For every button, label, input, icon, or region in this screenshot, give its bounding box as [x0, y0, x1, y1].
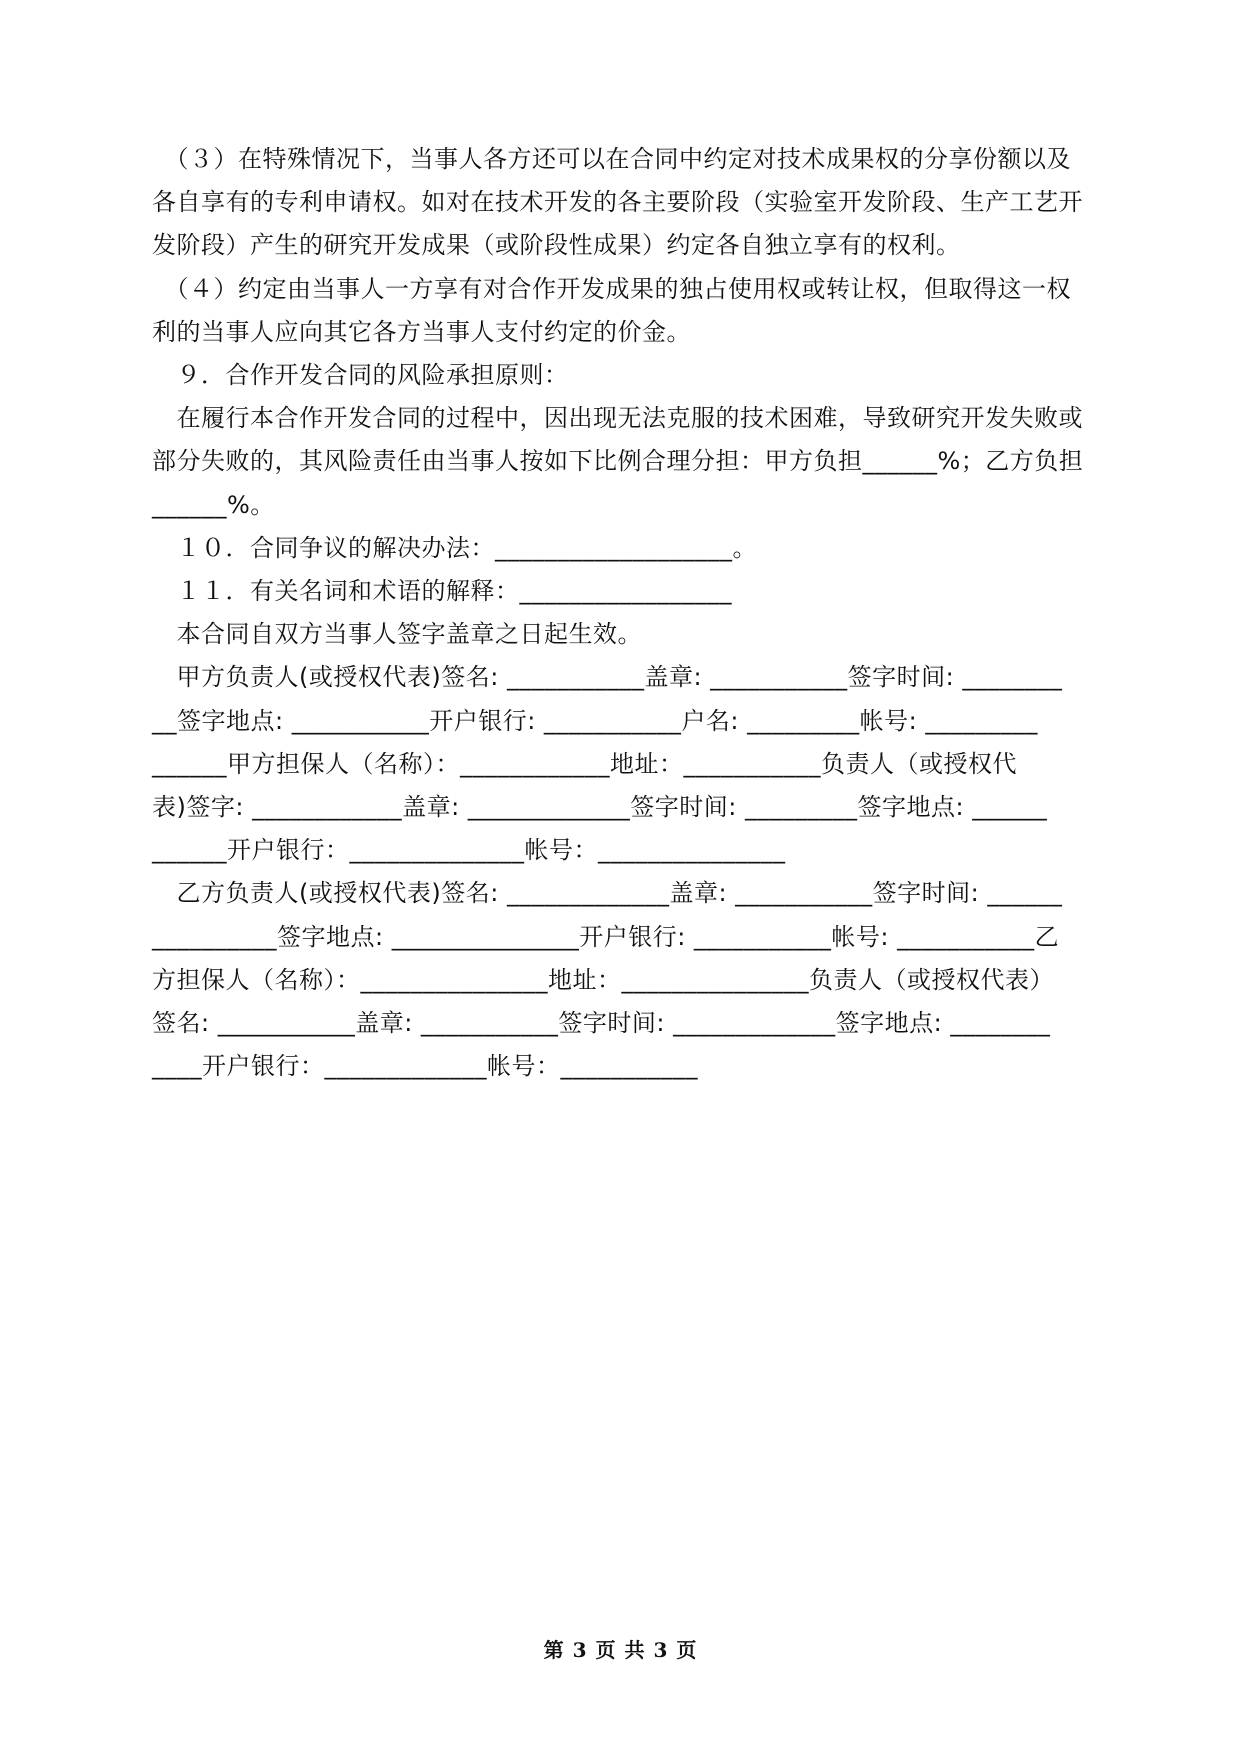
signature-line: 签名: ___________盖章: ___________签字时间: _____________签字地点: ________	[152, 1009, 1051, 1037]
signature-line: ____开户银行：_____________帐号：___________	[152, 1052, 698, 1080]
page-number-footer: 第 3 页 共 3 页	[543, 1638, 698, 1662]
paragraph-line: ______%。	[152, 491, 275, 519]
signature-line: ______甲方担保人（名称）：____________地址：___________负责人（或授权代	[152, 750, 1017, 778]
signature-line: 表)签字: ____________盖章: _____________签字时间: _________签字地点: ______	[152, 793, 1048, 821]
paragraph-line: 在履行本合作开发合同的过程中，因出现无法克服的技术困难，导致研究开发失败或	[152, 404, 1083, 432]
paragraph-line: 本合同自双方当事人签字盖章之日起生效。	[152, 620, 642, 648]
section-heading: ９．合作开发合同的风险承担原则：	[152, 361, 569, 389]
paragraph-line: （３）在特殊情况下，当事人各方还可以在合同中约定对技术成果权的分享份额以及	[152, 145, 1071, 173]
signature-line: __签字地点: ___________开户银行: ___________户名: _________帐号: _________	[152, 707, 1038, 735]
paragraph-line: （４）约定由当事人一方享有对合作开发成果的独占使用权或转让权，但取得这一权	[152, 275, 1071, 303]
signature-line: 甲方负责人(或授权代表)签名: ___________盖章: ___________签字时间: ________	[152, 663, 1063, 691]
signature-line: 乙方负责人(或授权代表)签名: _____________盖章: ___________签字时间: ______	[152, 879, 1063, 907]
signature-line: 方担保人（名称）：_______________地址：_______________负责人（或授权代表）	[152, 966, 1054, 994]
paragraph-line: 各自享有的专利申请权。如对在技术开发的各主要阶段（实验室开发阶段、生产工艺开	[152, 188, 1083, 216]
paragraph-line: 发阶段）产生的研究开发成果（或阶段性成果）约定各自独立享有的权利。	[152, 231, 961, 259]
signature-line: ______开户银行：______________帐号：_______________	[152, 836, 786, 864]
paragraph-line: 部分失败的，其风险责任由当事人按如下比例合理分担：甲方负担______%；乙方负担	[152, 447, 1084, 475]
signature-line: __________签字地点: _______________开户银行: ___________帐号: ___________乙	[152, 923, 1060, 951]
section-heading: １１．有关名词和术语的解释：_________________	[152, 577, 732, 605]
paragraph-line: 利的当事人应向其它各方当事人支付约定的价金。	[152, 318, 691, 346]
section-heading: １０．合同争议的解决办法：___________________。	[152, 534, 757, 562]
